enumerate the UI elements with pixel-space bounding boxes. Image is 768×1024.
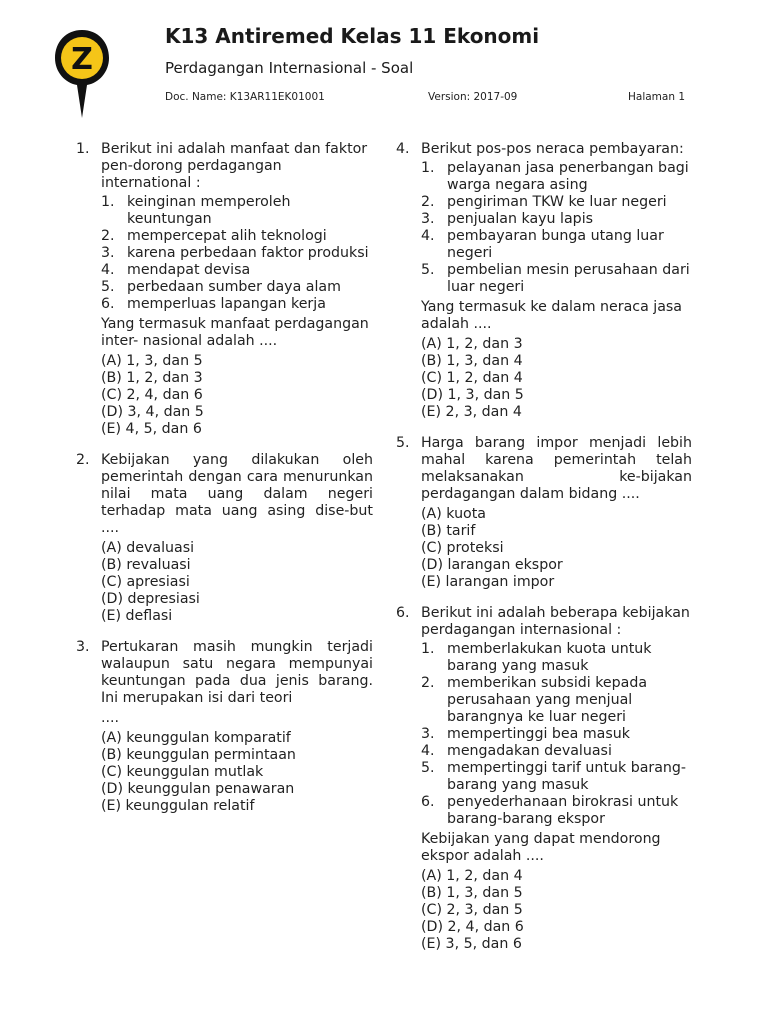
statement-number: 4. [421,743,435,759]
statement-number: 5. [101,279,115,295]
statement-item [421,760,692,794]
statement-text: mempertinggi bea masuk [447,726,630,742]
answer-option: (D) keunggulan penawaran [101,781,295,797]
answer-option: (C) 1, 2, dan 4 [421,370,523,386]
answer-option: (C) apresiasi [101,574,190,590]
question-stem: Berikut ini adalah manfaat dan faktor pen-dorong perdagangan international : [101,141,368,191]
answer-option: (D) depresiasi [101,591,200,607]
question-number: 6. [396,605,410,621]
statement-item [421,262,692,296]
question-number: 3. [76,639,90,655]
answer-option: (E) deflasi [101,608,173,624]
answer-option: (C) 2, 3, dan 5 [421,902,523,918]
statement-number: 1. [421,160,435,176]
statement-item [421,794,692,828]
question-body [101,141,373,438]
answer-option: (D) larangan ekspor [421,557,563,573]
question-block [396,435,692,591]
answer-option: (A) 1, 2, dan 3 [421,336,523,352]
answer-option: (E) keunggulan relatif [101,798,255,814]
statement-item [101,279,373,296]
statement-number: 2. [421,194,435,210]
question-stem: Pertukaran masih mungkin terjadi walaupun satu negara mempunyai keuntungan pada dua jenis barang. Ini merupakan isi dari teori [101,639,373,706]
statement-text: karena perbedaan faktor produksi [127,245,369,261]
answer-option: (B) 1, 3, dan 4 [421,353,523,369]
answer-option: (A) 1, 3, dan 5 [101,353,203,369]
question-block [76,452,373,625]
page-title: K13 Antiremed Kelas 11 Ekonomi [165,24,540,48]
statement-number: 1. [101,194,115,210]
logo-z-icon [53,28,111,120]
doc-version: Version: 2017-09 [428,91,518,103]
question-body [421,435,692,591]
answer-option: (D) 1, 3, dan 5 [421,387,524,403]
question-body [421,605,692,953]
answer-option: (B) revaluasi [101,557,191,573]
statement-text: mempertinggi tarif untuk barang-barang yang masuk [447,760,687,793]
statement-item [421,743,692,760]
answer-option: (C) 2, 4, dan 6 [101,387,203,403]
statement-item [101,262,373,279]
answer-options [421,506,692,591]
statement-list [421,160,692,296]
right-column [396,141,692,967]
statement-number: 1. [421,641,435,657]
statement-item [421,160,692,194]
statement-number: 3. [421,211,435,227]
question-body [421,141,692,421]
answer-option: (E) 2, 3, dan 4 [421,404,522,420]
statement-number: 4. [101,262,115,278]
answer-option: (B) tarif [421,523,476,539]
answer-option: (C) keunggulan mutlak [101,764,264,780]
statement-number: 3. [101,245,115,261]
statement-item [101,228,373,245]
answer-options [101,540,373,625]
statement-number: 5. [421,262,435,278]
answer-options [101,730,373,815]
question-stem: Berikut ini adalah beberapa kebijakan perdagangan internasional : [421,605,690,638]
statement-text: pelayanan jasa penerbangan bagi warga negara asing [447,160,689,193]
statement-item [421,228,692,262]
answer-option: (E) 4, 5, dan 6 [101,421,202,437]
answer-option: (E) 3, 5, dan 6 [421,936,522,952]
statement-item [421,675,692,726]
question-prompt: Yang termasuk manfaat perdagangan inter- nasional adalah .... [101,316,369,349]
question-block [396,605,692,953]
question-block [76,639,373,815]
answer-option: (E) larangan impor [421,574,555,590]
statement-number: 6. [101,296,115,312]
answer-option: (B) 1, 2, dan 3 [101,370,203,386]
question-block [396,141,692,421]
statement-number: 6. [421,794,435,810]
answer-options [101,353,373,438]
statement-item [421,726,692,743]
statement-list [101,194,373,313]
answer-option: (A) keunggulan komparatif [101,730,291,746]
statement-item [101,296,373,313]
doc-name: Doc. Name: K13AR11EK01001 [165,91,325,103]
statement-number: 2. [101,228,115,244]
answer-option: (B) 1, 3, dan 5 [421,885,523,901]
statement-text: mempercepat alih teknologi [127,228,327,244]
statement-text: penjualan kayu lapis [447,211,594,227]
statement-text: keinginan memperoleh keuntungan [127,194,291,227]
statement-item [421,641,692,675]
statement-text: mendapat devisa [127,262,251,278]
question-number: 2. [76,452,90,468]
question-number: 1. [76,141,90,157]
question-body [101,639,373,815]
statement-text: pembelian mesin perusahaan dari luar negeri [447,262,690,295]
answer-option: (A) devaluasi [101,540,195,556]
question-number: 5. [396,435,410,451]
statement-number: 2. [421,675,435,691]
logo-letter: Z [71,42,93,77]
question-stem: Berikut pos-pos neraca pembayaran: [421,141,684,157]
statement-text: pengiriman TKW ke luar negeri [447,194,667,210]
question-body [101,452,373,625]
answer-option: (B) keunggulan permintaan [101,747,296,763]
statement-text: pembayaran bunga utang luar negeri [447,228,664,261]
question-prompt: Kebijakan yang dapat mendorong ekspor adalah .... [421,831,661,864]
statement-item [421,211,692,228]
question-number: 4. [396,141,410,157]
statement-number: 5. [421,760,435,776]
statement-list [421,641,692,828]
statement-number: 4. [421,228,435,244]
question-block [76,141,373,438]
answer-option: (A) kuota [421,506,486,522]
statement-text: memberlakukan kuota untuk barang yang masuk [447,641,652,674]
statement-item [101,194,373,228]
question-stem: Harga barang impor menjadi lebih mahal karena pemerintah telah melaksanakan ke-bijakan perdagangan dalam bidang .... [421,435,692,502]
answer-option: (A) 1, 2, dan 4 [421,868,523,884]
statement-text: penyederhanaan birokrasi untuk barang-barang ekspor [447,794,679,827]
statement-text: mengadakan devaluasi [447,743,612,759]
page-number: Halaman 1 [628,91,686,103]
statement-item [421,194,692,211]
question-stem: Kebijakan yang dilakukan oleh pemerintah dengan cara menurunkan nilai mata uang dalam negeri terhadap mata uang asing dise-but .... [101,452,373,536]
answer-options [421,868,692,953]
answer-options [421,336,692,421]
question-prompt: .... [101,710,120,726]
left-column [76,141,373,829]
answer-option: (D) 2, 4, dan 6 [421,919,524,935]
answer-option: (C) proteksi [421,540,504,556]
question-prompt: Yang termasuk ke dalam neraca jasa adalah .... [421,299,682,332]
answer-option: (D) 3, 4, dan 5 [101,404,204,420]
statement-number: 3. [421,726,435,742]
statement-item [101,245,373,262]
statement-text: perbedaan sumber daya alam [127,279,341,295]
page-subtitle: Perdagangan Internasional - Soal [165,59,414,77]
statement-text: memperluas lapangan kerja [127,296,326,312]
statement-text: memberikan subsidi kepada perusahaan yang menjual barangnya ke luar negeri [447,675,648,725]
